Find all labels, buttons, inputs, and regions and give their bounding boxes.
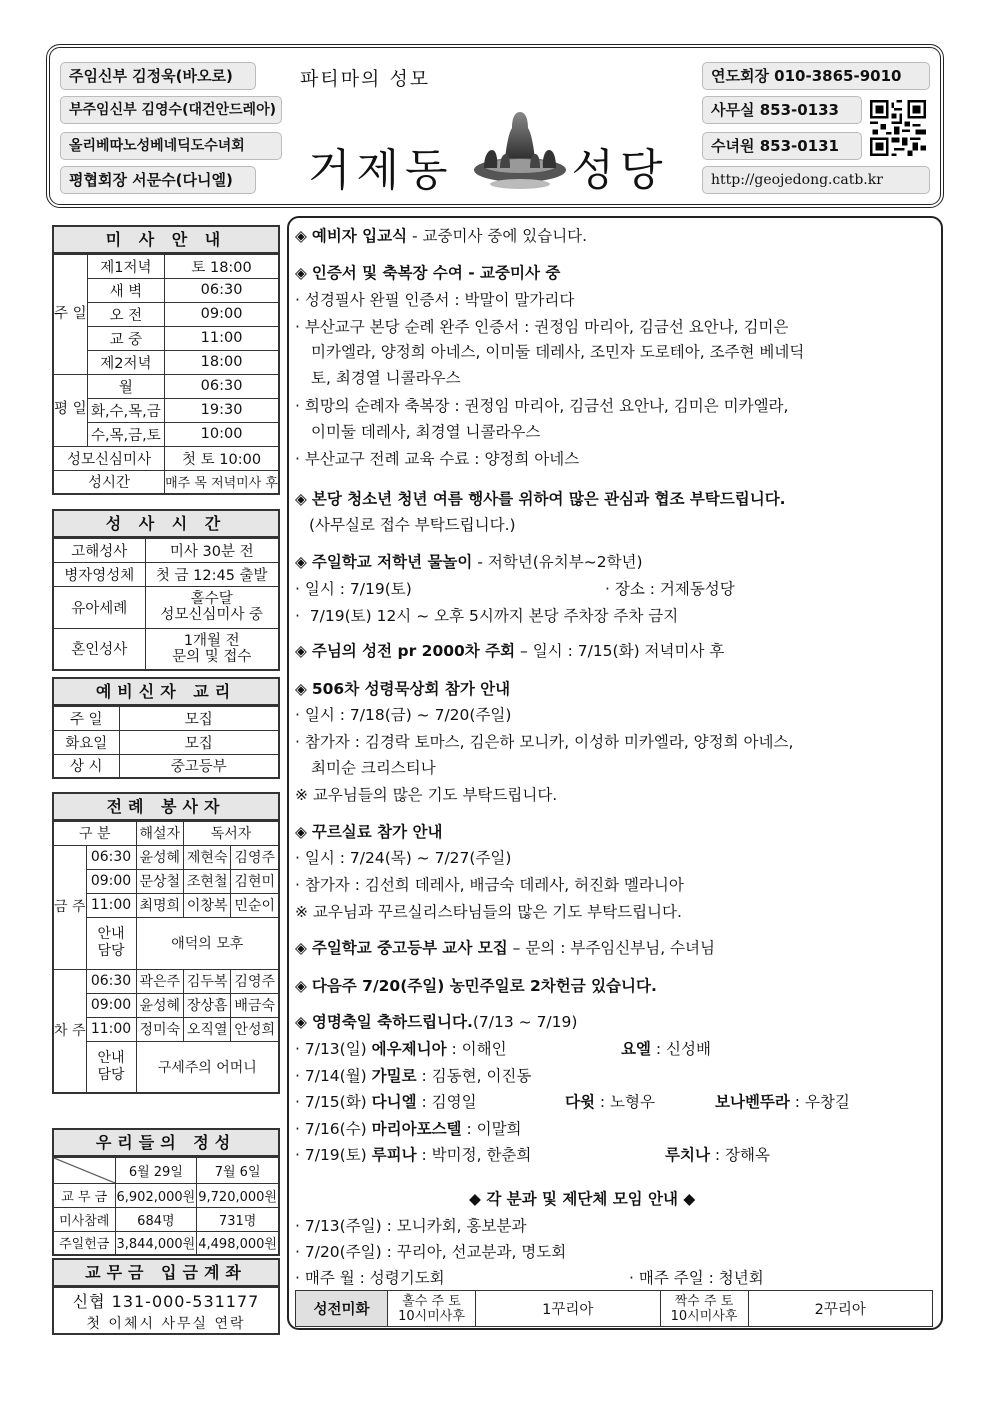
notice-certificates <box>295 261 560 283</box>
notice-text: - 저학년(유치부~2학년) <box>472 553 643 571</box>
diamond-icon: ◈ <box>295 227 312 245</box>
funeral-leader-box: 연도회장 010-3865-9010 <box>702 62 930 90</box>
notice-line: · 7/19(토) 12시 ~ 오후 5시까지 본당 주차장 주차 금지 <box>295 607 679 625</box>
feast-people: : 이말희 <box>461 1120 522 1138</box>
server-time: 11:00 <box>86 893 136 917</box>
notice-line: · 일시 : 7/19(토) <box>295 580 412 598</box>
saint-name: 루치나 <box>665 1146 710 1164</box>
flower-label: 성전미화 <box>296 1291 388 1327</box>
groups-line: · 7/20(주일) : 꾸리아, 선교분과, 명도회 <box>295 1243 567 1261</box>
parish-name-left: 거제동 <box>308 145 454 196</box>
reader: 안성희 <box>231 1017 279 1041</box>
saint-name: 에우제니아 <box>371 1040 447 1058</box>
notice-line: · 부산교구 본당 순례 완주 인증서 : 권정임 마리아, 김금선 요안나, 김미은 <box>295 318 789 336</box>
groups-title: ◆ 각 분과 및 제단체 모임 안내 ◆ <box>469 1190 696 1208</box>
notice-title: 주일학교 저학년 물놀이 <box>311 553 473 571</box>
notice-line: · 성경필사 완필 인증서 : 박말이 말가리다 <box>295 291 575 309</box>
diamond-icon: ◈ <box>295 680 312 698</box>
parish-name-right: 성당 <box>571 145 669 196</box>
reader: 조현철 <box>183 869 230 893</box>
reader: 김영주 <box>231 845 279 869</box>
notice-text: – 일시 : 7/15(화) 저녁미사 후 <box>515 642 725 660</box>
servers-head: 독서자 <box>183 821 279 845</box>
parish-subtitle: 파티마의 성모 <box>300 68 431 90</box>
commentator: 문상철 <box>136 869 183 893</box>
offering-value: 4,498,000원 <box>197 1231 279 1255</box>
reader: 장상흠 <box>183 993 230 1017</box>
groups-text: 7/13(주일) : 모니카회, 홍보분과 <box>304 1217 527 1235</box>
server-time: 09:00 <box>86 993 136 1017</box>
feast-line: · 7/15(화) 다니엘 : 김영일 <box>295 1093 477 1111</box>
notice-line: · 참가자 : 김선희 데레사, 배금숙 데레사, 허진화 멜라니아 <box>295 876 684 894</box>
notices-panel <box>287 216 943 1330</box>
next-week-label: 차 주 <box>53 969 86 1093</box>
mass-schedule-table <box>52 225 280 495</box>
catechumen-value: 중고등부 <box>119 754 279 778</box>
catechumen-value: 모집 <box>119 706 279 730</box>
offering-value: 684명 <box>115 1207 197 1231</box>
notice-retreat <box>295 677 510 699</box>
feast-line <box>665 1143 770 1165</box>
notice-line: ※ 교우님과 꾸르실리스타님들의 많은 기도 부탁드립니다. <box>295 903 682 921</box>
groups-line: · 매주 월 : 성령기도회 <box>295 1269 445 1287</box>
notice-text: 성경필사 완필 인증서 : 박말이 말가리다 <box>304 291 575 309</box>
saint-name: 가밀로 <box>371 1067 417 1085</box>
even-week-group: 2꾸리아 <box>748 1291 933 1327</box>
mass-time: 19:30 <box>165 398 279 422</box>
notice-text: (7/13 ~ 7/19) <box>472 1013 578 1031</box>
mass-name: 화,수,목,금 <box>87 398 165 422</box>
diagonal-header-cell <box>53 1157 115 1183</box>
mass-name: 제1저녁 <box>87 254 165 278</box>
even-week-cell <box>660 1291 748 1327</box>
saint-name: 요엘 <box>621 1040 651 1058</box>
commentator: 최명희 <box>136 893 183 917</box>
notice-teachers <box>295 936 715 958</box>
notice-youth-event <box>295 487 786 509</box>
weekday-label: 평 일 <box>53 374 87 446</box>
feast-date: 7/14(월) <box>304 1067 367 1085</box>
offering-table <box>52 1128 280 1256</box>
reader: 이창복 <box>183 893 230 917</box>
odd-week-group: 1꾸리아 <box>476 1291 661 1327</box>
this-week-label: 금 주 <box>53 845 86 969</box>
mass-name: 수,목,금,토 <box>87 422 165 446</box>
groups-text: 7/20(주일) : 꾸리아, 선교분과, 명도회 <box>304 1243 567 1261</box>
offering-item: 미사참례 <box>53 1207 115 1231</box>
notice-text: 일시 : 7/24(목) ~ 7/27(주일) <box>304 849 512 867</box>
mass-name: 성시간 <box>53 470 165 494</box>
convent-phone-box: 수녀원 853-0131 <box>702 132 862 160</box>
feast-line: · 7/19(토) 루피나 : 박미정, 한춘희 <box>295 1146 532 1164</box>
commentator: 정미숙 <box>136 1017 183 1041</box>
odd-week-text: 홀수 주 토 <box>402 1293 461 1309</box>
notice-legion <box>295 639 724 661</box>
server-time: 06:30 <box>86 969 136 993</box>
feast-date: 7/15(화) <box>304 1093 367 1111</box>
groups-line: · 7/13(주일) : 모니카회, 홍보분과 <box>295 1217 527 1235</box>
groups-text: 매주 월 : 성령기도회 <box>304 1269 445 1287</box>
feast-people: : 김동현, 이진동 <box>416 1067 532 1085</box>
assistant-pastor-box: 부주임신부 김영수(대건안드레아) <box>60 96 282 124</box>
offering-item: 교 무 금 <box>53 1183 115 1207</box>
notice-text: 참가자 : 김선희 데레사, 배금숙 데레사, 허진화 멜라니아 <box>304 876 684 894</box>
council-president-box: 평협회장 서문수(다니엘) <box>60 166 256 194</box>
virgin-mary-emblem-icon <box>470 104 570 194</box>
commentator: 곽은주 <box>136 969 183 993</box>
notice-title: 인증서 및 축복장 수여 - 교중미사 중 <box>311 264 561 282</box>
notice-catechumen-entry <box>295 224 587 246</box>
pastor-box: 주임신부 김정욱(바오로) <box>60 62 256 90</box>
server-time: 11:00 <box>86 1017 136 1041</box>
sacrament-value <box>145 628 279 670</box>
notice-line: · 참가자 : 김경락 토마스, 김은하 모니카, 이성하 미카엘라, 양정희 아네스, <box>295 733 794 751</box>
mass-time: 토 18:00 <box>165 254 279 278</box>
catechumen-day: 주 일 <box>53 706 119 730</box>
reader: 김현미 <box>231 869 279 893</box>
catechumen-value: 모집 <box>119 730 279 754</box>
reader: 김영주 <box>231 969 279 993</box>
groups-line: · 매주 주일 : 청년회 <box>629 1269 764 1287</box>
mass-schedule-title: 미 사 안 내 <box>52 225 280 253</box>
diamond-icon: ◈ <box>295 823 312 841</box>
website-link[interactable]: http://geojedong.catb.kr <box>702 166 930 194</box>
commentator: 윤성혜 <box>136 993 183 1017</box>
notice-title: 다음주 7/20(주일) 농민주일로 2차헌금 있습니다. <box>311 977 657 995</box>
notice-text: 장소 : 거제동성당 <box>614 580 735 598</box>
feast-line <box>621 1037 711 1059</box>
feast-line: · 7/13(일) 에우제니아 : 이해인 <box>295 1040 507 1058</box>
feast-line: · 7/14(월) 가밀로 : 김동현, 이진동 <box>295 1067 532 1085</box>
reader: 민순이 <box>231 893 279 917</box>
sacrament-value: 미사 30분 전 <box>145 538 279 562</box>
feast-people: : 장해옥 <box>709 1146 770 1164</box>
mass-time: 06:30 <box>165 374 279 398</box>
reader: 배금숙 <box>231 993 279 1017</box>
notice-title: 영명축일 축하드립니다. <box>311 1013 473 1031</box>
sacrament-value: 첫 금 12:45 출발 <box>145 562 279 586</box>
sunday-label: 주 일 <box>53 254 87 374</box>
diamond-icon: ◈ <box>295 1013 312 1031</box>
offering-item: 주일헌금 <box>53 1231 115 1255</box>
sacrament-name: 고해성사 <box>53 538 145 562</box>
odd-week-text: 10시미사후 <box>398 1308 465 1324</box>
account-title: 교무금 입금계좌 <box>52 1258 280 1286</box>
saint-name: 다윗 <box>565 1093 595 1111</box>
mass-name: 오 전 <box>87 302 165 326</box>
notice-line: · 일시 : 7/18(금) ~ 7/20(주일) <box>295 706 512 724</box>
guide-group: 애덕의 모후 <box>136 917 279 969</box>
notice-line: 미카엘라, 양정희 아네스, 이미둘 데레사, 조민자 도로테아, 조주현 베네딕 <box>311 343 805 361</box>
account-number: 신협 131-000-531177 <box>72 1292 260 1311</box>
sacrament-value-line: 1개월 전 <box>183 632 240 649</box>
notice-title: 주님의 성전 pr 2000차 주회 <box>311 642 516 660</box>
notice-text: 희망의 순례자 축복장 : 권정임 마리아, 김금선 요안나, 김미은 미카엘라, <box>304 397 789 415</box>
server-time: 09:00 <box>86 869 136 893</box>
notice-second-collection <box>295 974 657 996</box>
sacrament-value-line: 성모신심미사 중 <box>160 607 264 623</box>
saint-name: 루피나 <box>371 1146 417 1164</box>
notice-water-play <box>295 550 643 572</box>
mass-time: 매주 목 저녁미사 후 <box>165 470 279 494</box>
notice-line: 토, 최경열 니콜라우스 <box>311 369 461 387</box>
notice-text: 일시 : 7/19(토) <box>304 580 412 598</box>
diamond-icon: ◈ <box>295 264 312 282</box>
catechumen-table <box>52 677 280 779</box>
groups-text: 매주 주일 : 청년회 <box>638 1269 764 1287</box>
feast-line <box>715 1090 850 1112</box>
notice-line: · 일시 : 7/24(목) ~ 7/27(주일) <box>295 849 512 867</box>
feast-people: : 박미정, 한춘희 <box>416 1146 532 1164</box>
catechumen-day: 상 시 <box>53 754 119 778</box>
mass-time: 11:00 <box>165 326 279 350</box>
mass-name: 월 <box>87 374 165 398</box>
notice-title: 꾸르실료 참가 안내 <box>311 823 443 841</box>
notice-text: - 교중미사 중에 있습니다. <box>407 227 588 245</box>
diamond-icon: ◈ <box>295 553 312 571</box>
mass-time: 10:00 <box>165 422 279 446</box>
flower-ministry-table <box>295 1290 933 1327</box>
guide-label: 안내 담당 <box>86 917 136 969</box>
office-phone-box: 사무실 853-0133 <box>702 96 862 124</box>
notice-cursillo <box>295 820 442 842</box>
sacrament-name: 병자영성체 <box>53 562 145 586</box>
notice-line: ※ 교우님들의 많은 기도 부탁드립니다. <box>295 786 558 804</box>
guide-label: 안내 담당 <box>86 1041 136 1093</box>
guide-group: 구세주의 어머니 <box>136 1041 279 1093</box>
catechumen-title: 예비신자 교리 <box>52 677 280 705</box>
sacrament-value-line: 홀수달 <box>190 591 233 607</box>
notice-line: (사무실로 접수 부탁드립니다.) <box>309 516 516 534</box>
even-week-text: 짝수 주 토 <box>674 1293 734 1309</box>
notice-title: 본당 청소년 청년 여름 행사를 위하여 많은 관심과 협조 부탁드립니다. <box>311 490 786 508</box>
notice-line: 최미순 크리스티나 <box>311 759 436 777</box>
notice-line: · 희망의 순례자 축복장 : 권정임 마리아, 김금선 요안나, 김미은 미카엘라, <box>295 397 789 415</box>
sacrament-value <box>145 586 279 628</box>
notice-text: 7/19(토) 12시 ~ 오후 5시까지 본당 주차장 주차 금지 <box>309 607 679 625</box>
liturgy-servers-title: 전례 봉사자 <box>52 792 280 820</box>
saint-name: 다니엘 <box>371 1093 417 1111</box>
offering-title: 우리들의 정성 <box>52 1128 280 1156</box>
sacraments-title: 성 사 시 간 <box>52 509 280 537</box>
account-note: 첫 이체시 사무실 연락 <box>86 1316 246 1332</box>
notice-text: – 문의 : 부주임신부님, 수녀님 <box>507 939 715 957</box>
commentator: 윤성혜 <box>136 845 183 869</box>
feast-people: : 우창길 <box>789 1093 850 1111</box>
feast-date: 7/16(수) <box>304 1120 367 1138</box>
feast-date: 7/13(일) <box>304 1040 367 1058</box>
mass-name: 성모신심미사 <box>53 446 165 470</box>
offering-value: 9,720,000원 <box>197 1183 279 1207</box>
sacrament-name: 유아세례 <box>53 586 145 628</box>
catechumen-day: 화요일 <box>53 730 119 754</box>
qr-code-icon[interactable] <box>870 100 926 156</box>
notice-text: 참가자 : 김경락 토마스, 김은하 모니카, 이성하 미카엘라, 양정희 아네스, <box>304 733 794 751</box>
diamond-icon: ◈ <box>295 977 312 995</box>
liturgy-servers-table <box>52 792 280 1094</box>
mass-time: 첫 토 10:00 <box>165 446 279 470</box>
bulletin-header <box>46 44 944 208</box>
diamond-icon: ◈ <box>295 490 312 508</box>
notice-line: · 부산교구 전례 교육 수료 : 양정희 아네스 <box>295 450 580 468</box>
reader: 오직열 <box>183 1017 230 1041</box>
saint-name: 마리아포스텔 <box>371 1120 462 1138</box>
notice-text: 부산교구 전례 교육 수료 : 양정희 아네스 <box>304 450 580 468</box>
offering-value: 3,844,000원 <box>115 1231 197 1255</box>
reader: 김두복 <box>183 969 230 993</box>
feast-people: : 노형우 <box>594 1093 655 1111</box>
feast-line <box>565 1090 655 1112</box>
offering-value: 6,902,000원 <box>115 1183 197 1207</box>
notice-line: 이미둘 데레사, 최경열 니콜라우스 <box>311 423 541 441</box>
mass-time: 18:00 <box>165 350 279 374</box>
offering-value: 731명 <box>197 1207 279 1231</box>
sacraments-table <box>52 509 280 671</box>
offering-date: 6월 29일 <box>115 1157 197 1183</box>
feast-line: · 7/16(수) 마리아포스텔 : 이말희 <box>295 1120 522 1138</box>
feast-people: : 김영일 <box>416 1093 477 1111</box>
notice-title: 주일학교 중고등부 교사 모집 <box>311 939 508 957</box>
offering-date: 7월 6일 <box>197 1157 279 1183</box>
mass-time: 09:00 <box>165 302 279 326</box>
mass-time: 06:30 <box>165 278 279 302</box>
diamond-icon: ◈ <box>295 939 312 957</box>
even-week-text: 10시미사후 <box>670 1308 738 1324</box>
account-table <box>52 1258 280 1335</box>
sacrament-name: 혼인성사 <box>53 628 145 670</box>
odd-week-cell <box>388 1291 476 1327</box>
mass-name: 교 중 <box>87 326 165 350</box>
saint-name: 보나벤뚜라 <box>715 1093 790 1111</box>
diamond-icon: ◈ <box>295 642 312 660</box>
mass-name: 제2저녁 <box>87 350 165 374</box>
feast-people: : 이해인 <box>446 1040 507 1058</box>
server-time: 06:30 <box>86 845 136 869</box>
servers-head: 구 분 <box>53 821 136 845</box>
servers-head: 해설자 <box>136 821 183 845</box>
notice-line: · 장소 : 거제동성당 <box>605 580 735 598</box>
mass-name: 새 벽 <box>87 278 165 302</box>
notice-text: 부산교구 본당 순례 완주 인증서 : 권정임 마리아, 김금선 요안나, 김미은 <box>304 318 789 336</box>
feast-date: 7/19(토) <box>304 1146 367 1164</box>
feast-people: : 신성배 <box>650 1040 711 1058</box>
notice-feast-days <box>295 1010 577 1032</box>
notice-title: 506차 성령묵상회 참가 안내 <box>311 680 511 698</box>
notice-title: 예비자 입교식 <box>311 227 408 245</box>
reader: 제현숙 <box>183 845 230 869</box>
convent-box: 올리베따노성베네딕도수녀회 <box>60 132 282 160</box>
notice-text: 일시 : 7/18(금) ~ 7/20(주일) <box>304 706 512 724</box>
sacrament-value-line: 문의 및 접수 <box>172 648 252 665</box>
